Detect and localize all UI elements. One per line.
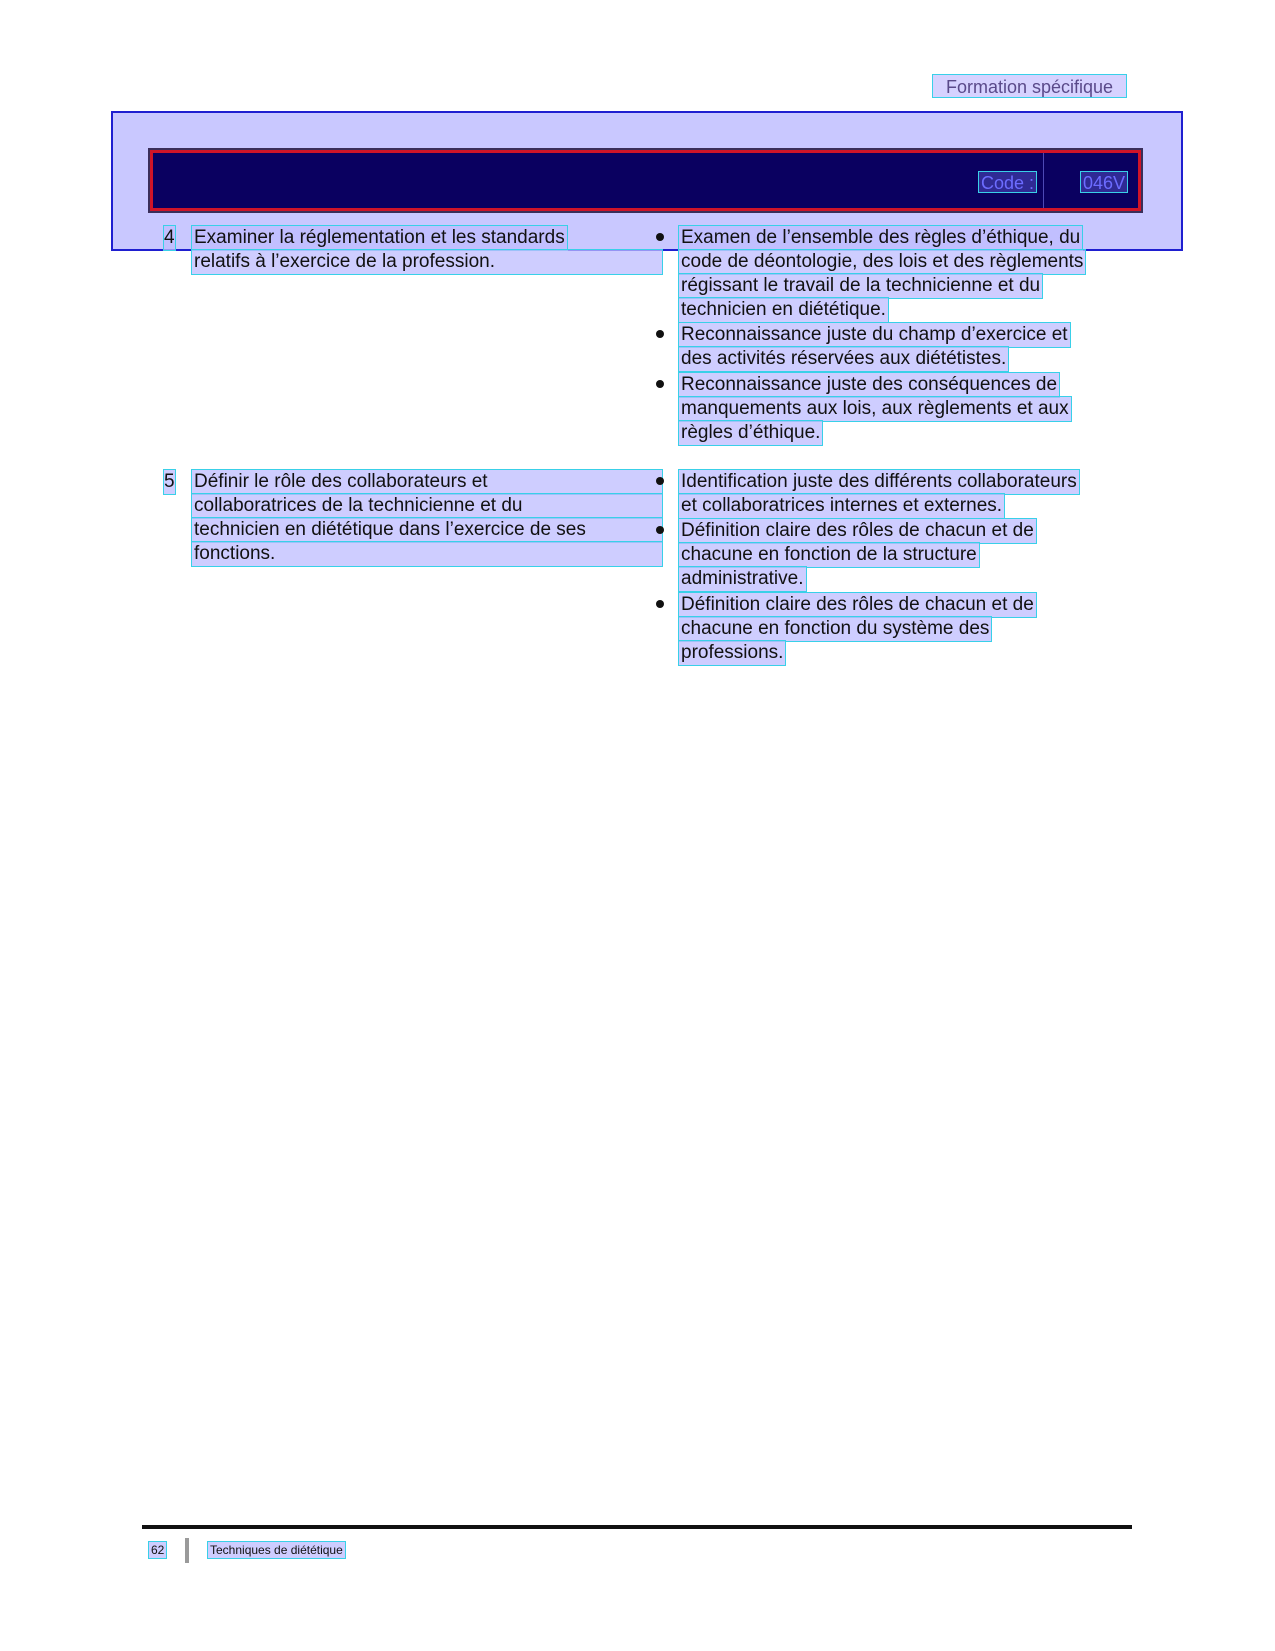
objective-line: Définir le rôle des collaborateurs et [191,469,663,495]
criterion-line: manquements aux lois, aux règlements et aux [678,396,1072,422]
criterion-line: règles d’éthique. [678,420,823,446]
bullet-icon [656,526,664,534]
criterion-line: Examen de l’ensemble des règles d’éthique, du [678,225,1083,251]
objective-number: 5 [163,469,176,495]
objective-line: Examiner la réglementation et les standards [191,225,568,251]
section-header: Formation spécifique [932,74,1127,98]
code-label: Code : [978,171,1037,193]
objective-line: relatifs à l’exercice de la profession. [191,249,663,275]
page-number: 62 [148,1541,167,1559]
code-bar-divider [1043,153,1044,208]
code-value: 046V [1080,171,1128,193]
criterion-line: Définition claire des rôles de chacun et de [678,518,1037,544]
objective-line: collaboratrices de la technicienne et du [191,493,663,519]
bullet-icon [656,477,664,485]
footer-separator [185,1538,189,1563]
criterion-line: Reconnaissance juste des conséquences de [678,372,1060,398]
objective-line: fonctions. [191,541,663,567]
bullet-icon [656,330,664,338]
criterion-line: Définition claire des rôles de chacun et de [678,592,1037,618]
criterion-line: Identification juste des différents collaborateurs [678,469,1080,495]
criterion-line: des activités réservées aux diététistes. [678,346,1009,372]
criterion-line: Reconnaissance juste du champ d’exercice et [678,322,1071,348]
criterion-line: chacune en fonction du système des [678,616,992,642]
criterion-line: chacune en fonction de la structure [678,542,980,568]
footer-rule [142,1525,1132,1529]
footer-title: Techniques de diététique [207,1541,346,1559]
objective-line: technicien en diététique dans l’exercice de ses [191,517,663,543]
objective-number: 4 [163,225,176,251]
criterion-line: et collaboratrices internes et externes. [678,493,1005,519]
criterion-line: code de déontologie, des lois et des règlements [678,249,1086,275]
criterion-line: technicien en diététique. [678,297,889,323]
criterion-line: professions. [678,640,786,666]
bullet-icon [656,233,664,241]
bullet-icon [656,600,664,608]
criterion-line: administrative. [678,566,807,592]
bullet-icon [656,380,664,388]
criterion-line: régissant le travail de la technicienne et du [678,273,1043,299]
